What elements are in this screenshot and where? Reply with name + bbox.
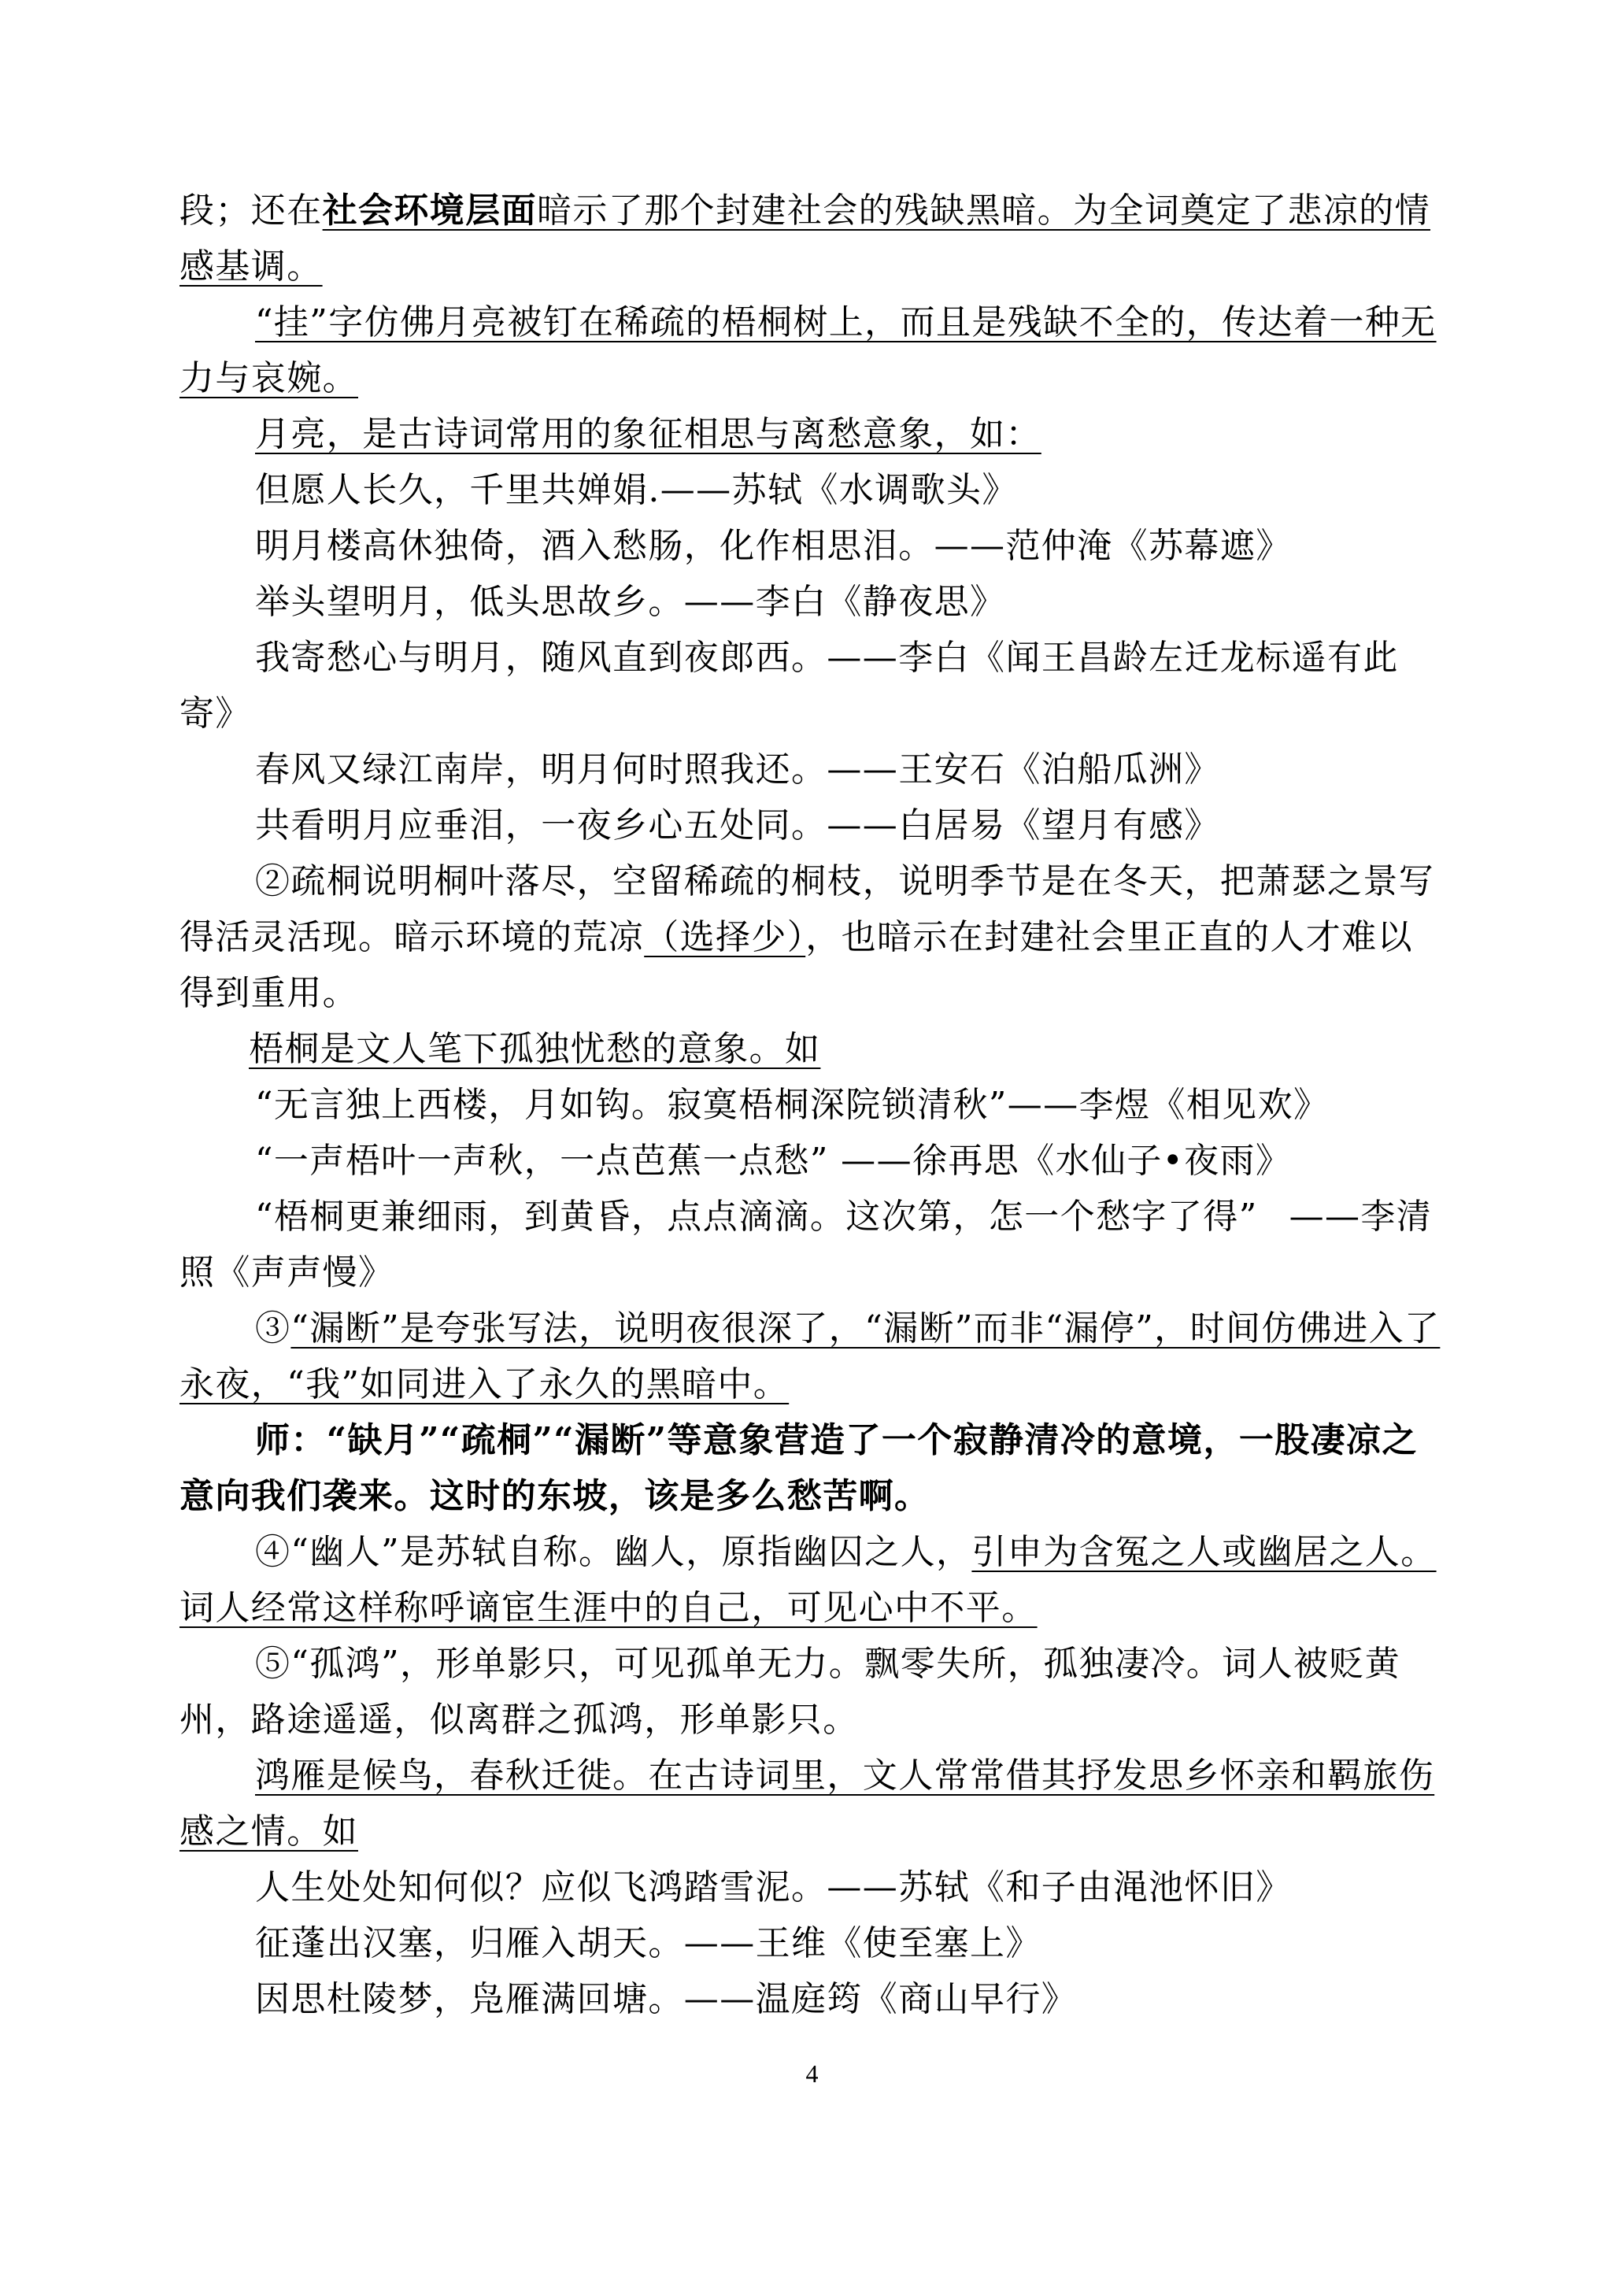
moon-quote: 明月楼高休独倚，酒入愁肠，化作相思泪。——范仲淹《苏幕遮》 [255, 526, 1292, 566]
underlined-text: 引申为含冤之人或幽居之人。词人经常这样称呼谪宦生涯中的自己，可见心中不平。 [179, 1532, 1437, 1628]
moon-quote: 但愿人长久，千里共婵娟.——苏轼《水调歌头》 [255, 470, 1018, 510]
document-body [179, 183, 1447, 2027]
tung-quote: “无言独上西楼，月如钩。寂寞梧桐深院锁清秋”——李煜《相见欢》 [255, 1085, 1330, 1125]
paragraph-loudduan [179, 1301, 1447, 1412]
paragraph-teacher: 师：“缺月”“疏桐”“漏断”等意象营造了一个寂静清冷的意境，一股凄凉之意向我们袭来。这时的东坡，该是多么愁苦啊。 [179, 1420, 1418, 1516]
underlined-text: 月亮，是古诗词常用的象征相思与离愁意象，如： [255, 414, 1041, 454]
underlined-text: （选择少） [644, 917, 806, 957]
paragraph-goose-intro [179, 1748, 1447, 1859]
text-run: 李清照《声声慢》 [179, 1197, 1433, 1293]
paragraph-guhong: ⑤“孤鸿”，形单影只，可见孤单无力。飘零失所，孤独凄冷。词人被贬黄州，路途遥遥，似离群之孤鸿，形单影只。 [179, 1644, 1401, 1740]
page-number: 4 [805, 2059, 819, 2088]
dash-text: —— [1289, 1197, 1361, 1237]
moon-quote: 共看明月应垂泪，一夜乡心五处同。——白居易《望月有感》 [255, 805, 1220, 845]
text-run: “梧桐更兼细雨，到黄昏，点点滴滴。这次第，怎一个愁字了得” [255, 1197, 1258, 1237]
text-run: ，也暗示在封建社会里正直的人才难以得到重用。 [179, 917, 1414, 1013]
moon-quote: 春风又绿江南岸，明月何时照我还。——王安石《泊船瓜洲》 [255, 749, 1220, 790]
tung-quote: “一声梧叶一声秋，一点芭蕉一点愁” ——徐再思《水仙子•夜雨》 [255, 1141, 1292, 1181]
moon-quote: 举头望明月，低头思故乡。——李白《静夜思》 [255, 582, 1006, 622]
paragraph-tung-intro [179, 1021, 1447, 1077]
tung-quote [179, 1189, 1447, 1301]
underlined-text: “漏断”是夸张写法，说明夜很深了，“漏断”而非“漏停”，时间仿佛进入了永夜，“我”如同进入了永久的黑暗中。 [179, 1308, 1441, 1404]
underlined-text: 暗示了那个封建社会的残缺黑暗。为全词奠定了悲凉的情感基调。 [179, 191, 1431, 287]
text-run: ②疏桐说明桐叶落尽，空留稀疏的桐枝，说明季节是在冬天，把萧瑟之景写得活灵活现。暗示环境的荒凉 [179, 861, 1435, 957]
emphasis-text: 社会环境层面 [322, 191, 538, 231]
paragraph-gua [179, 294, 1447, 406]
text-run: ④“幽人”是苏轼自称。幽人，原指幽囚之人， [255, 1532, 972, 1572]
goose-quote: 因思杜陵梦，凫雁满回塘。——温庭筠《商山早行》 [255, 1979, 1078, 2019]
moon-quote: 我寄愁心与明月，随风直到夜郎西。——李白《闻王昌龄左迁龙标遥有此寄》 [179, 638, 1399, 734]
paragraph-continuation [179, 183, 1447, 294]
paragraph-sparse-tung [179, 853, 1447, 1021]
text-run: ③ [255, 1308, 291, 1349]
text-run: 段；还在 [179, 191, 323, 231]
paragraph-moon-intro [179, 406, 1447, 462]
goose-quote: 人生处处知何似？应似飞鸿踏雪泥。——苏轼《和子由渑池怀旧》 [255, 1867, 1292, 1907]
underlined-text: “挂”字仿佛月亮被钉在稀疏的梧桐树上，而且是残缺不全的，传达着一种无力与哀婉。 [179, 302, 1437, 398]
underlined-text: 鸿雁是候鸟，春秋迁徙。在古诗词里，文人常常借其抒发思乡怀亲和羁旅伤感之情。如 [179, 1756, 1435, 1852]
paragraph-youren [179, 1524, 1447, 1636]
goose-quote: 征蓬出汉塞，归雁入胡天。——王维《使至塞上》 [255, 1923, 1041, 1963]
underlined-text: 梧桐是文人笔下孤独忧愁的意象。如 [249, 1029, 821, 1069]
